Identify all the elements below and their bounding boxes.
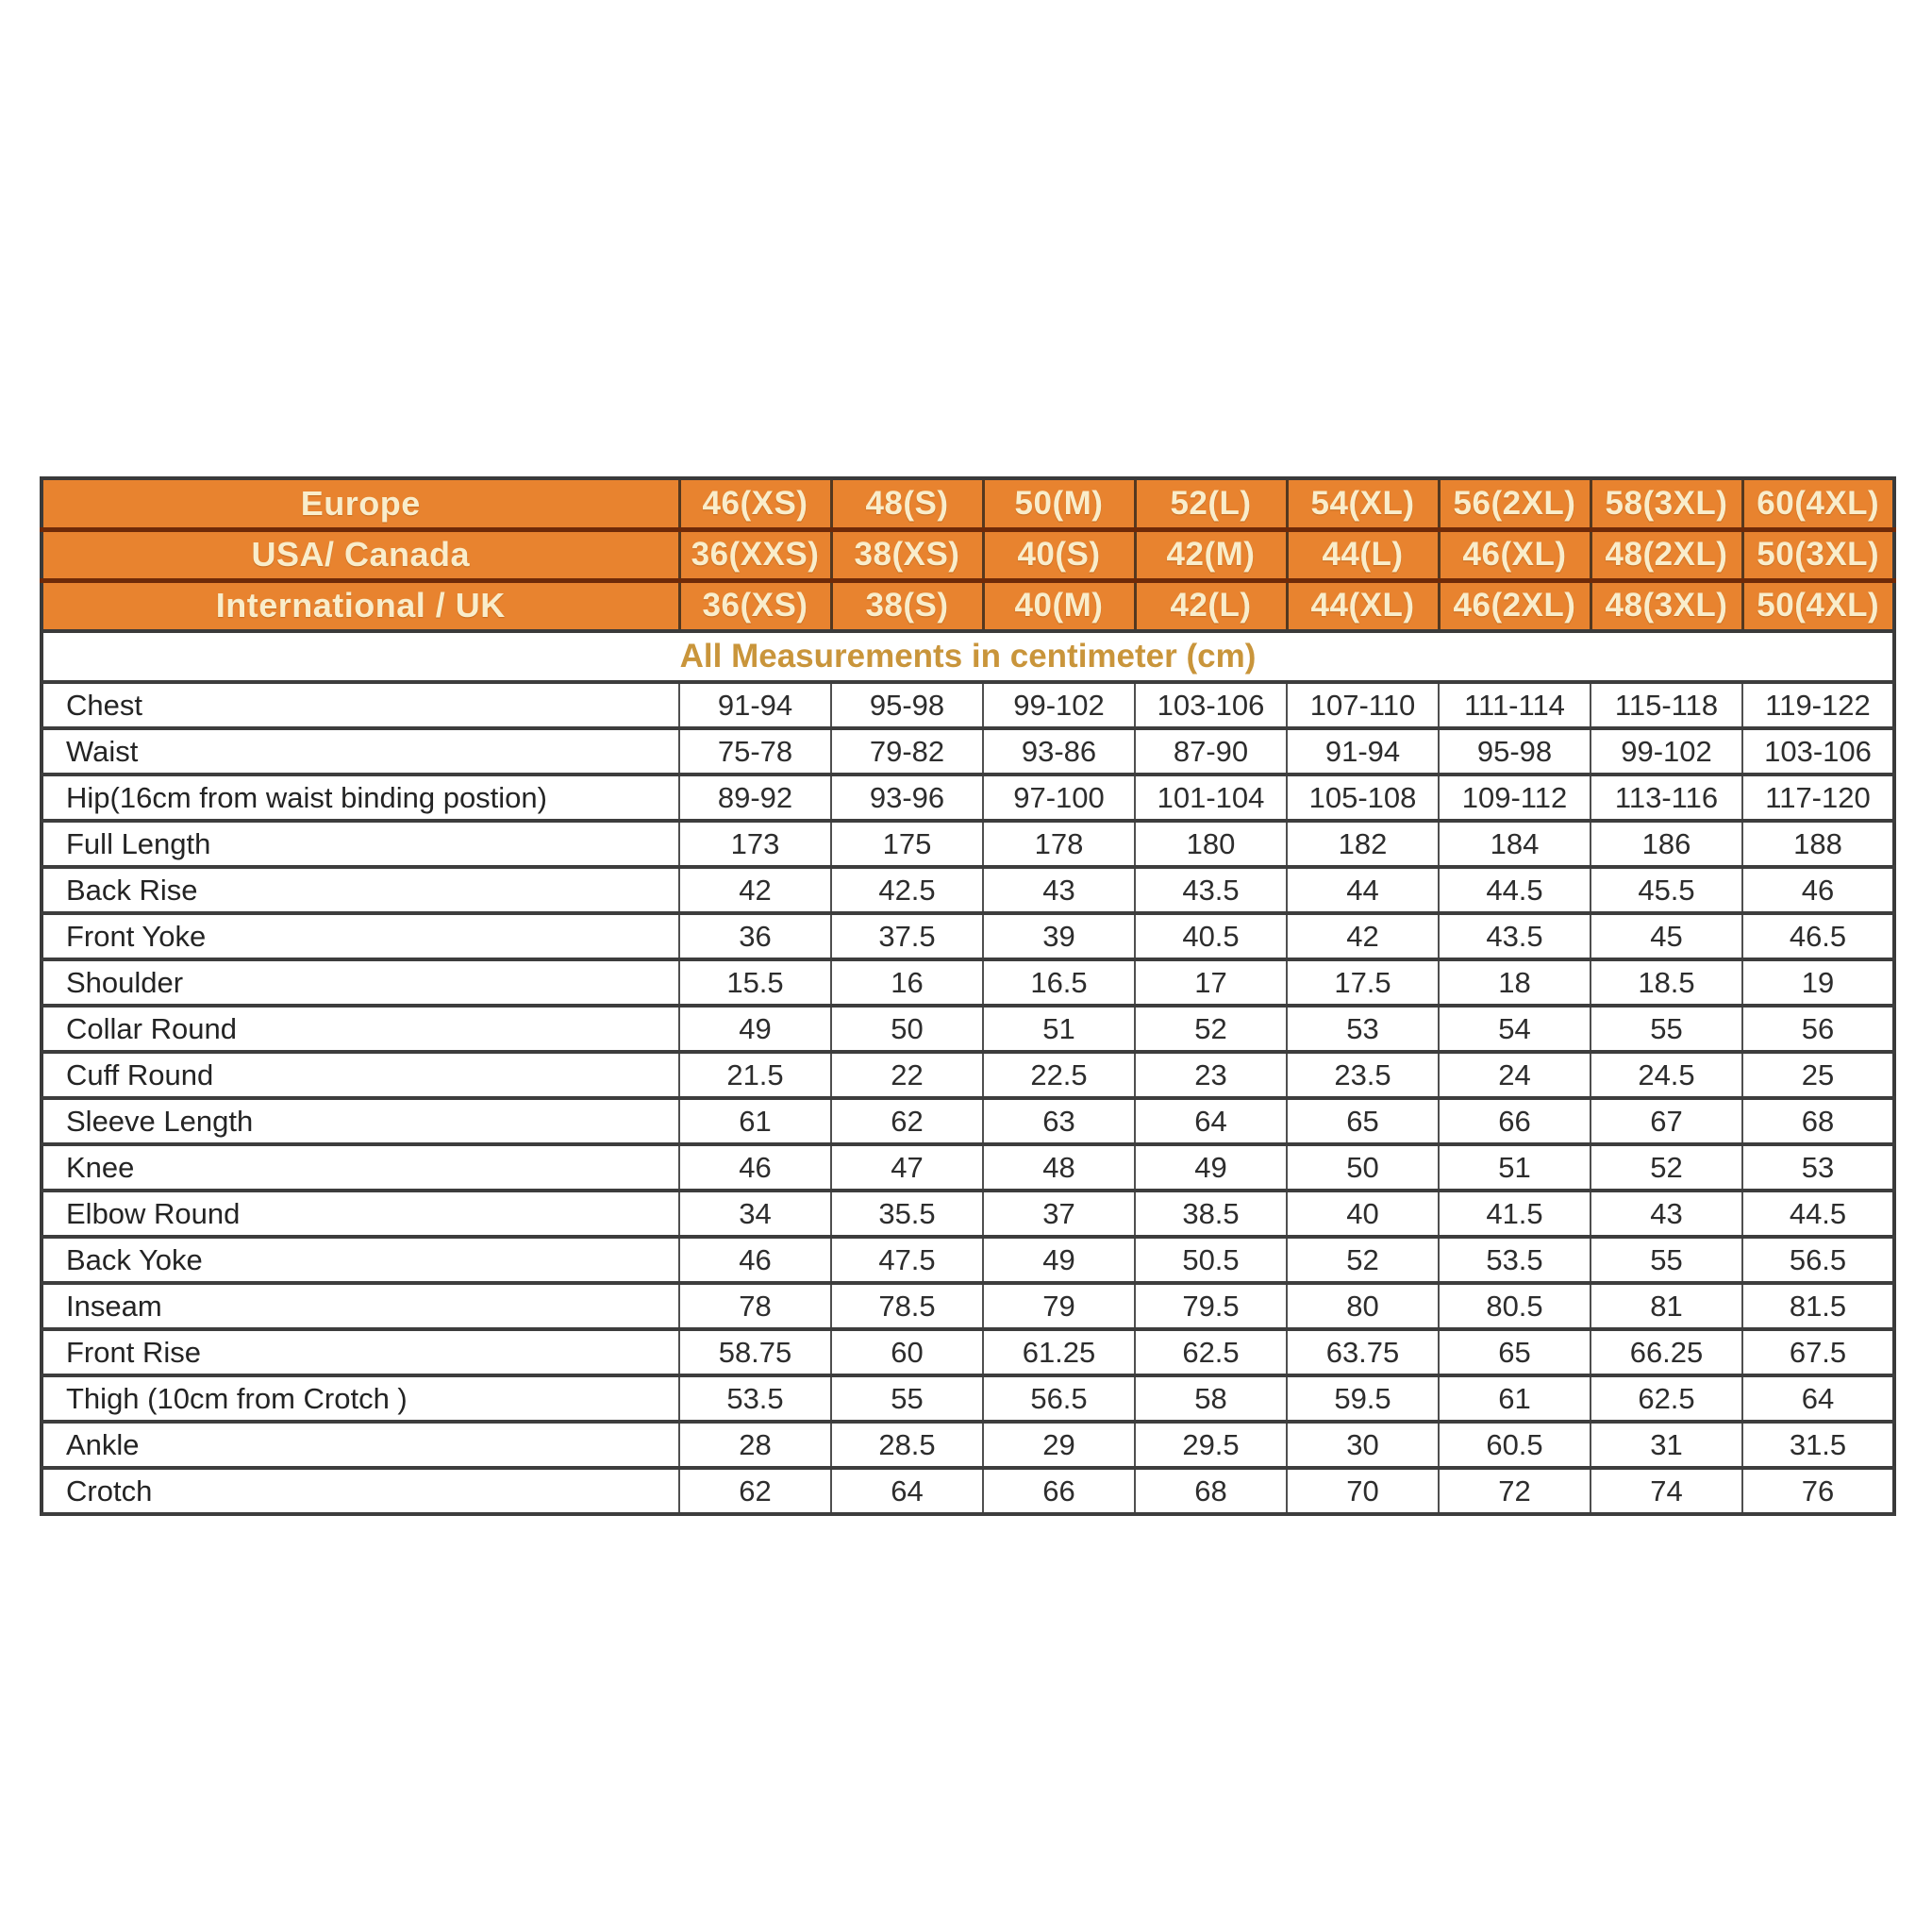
- size-region-label: Europe: [42, 478, 679, 529]
- measurement-label: Crotch: [42, 1468, 679, 1514]
- measurement-value: 22.5: [983, 1052, 1135, 1098]
- measurement-value: 103-106: [1742, 728, 1894, 774]
- measurement-value: 61: [1439, 1375, 1591, 1422]
- measurement-value: 58.75: [679, 1329, 831, 1375]
- measurement-value: 52: [1135, 1006, 1287, 1052]
- size-cell: 58(3XL): [1591, 478, 1742, 529]
- measurement-label: Collar Round: [42, 1006, 679, 1052]
- measurement-row: [42, 1098, 1894, 1144]
- measurement-value: 52: [1591, 1144, 1742, 1191]
- measurement-value: 54: [1439, 1006, 1591, 1052]
- measurement-value: 186: [1591, 821, 1742, 867]
- measurement-value: 95-98: [1439, 728, 1591, 774]
- measurement-row: [42, 1237, 1894, 1283]
- measurement-value: 115-118: [1591, 682, 1742, 728]
- measurement-value: 117-120: [1742, 774, 1894, 821]
- measurement-value: 62: [831, 1098, 983, 1144]
- measurement-value: 44: [1287, 867, 1439, 913]
- measurement-value: 65: [1439, 1329, 1591, 1375]
- measurement-value: 111-114: [1439, 682, 1591, 728]
- units-note-row: [42, 631, 1894, 682]
- size-cell: 50(M): [983, 478, 1135, 529]
- measurement-value: 37.5: [831, 913, 983, 959]
- measurement-value: 42.5: [831, 867, 983, 913]
- measurement-value: 24: [1439, 1052, 1591, 1098]
- measurement-value: 103-106: [1135, 682, 1287, 728]
- measurement-value: 40: [1287, 1191, 1439, 1237]
- measurement-value: 113-116: [1591, 774, 1742, 821]
- measurement-value: 34: [679, 1191, 831, 1237]
- measurement-row: [42, 1375, 1894, 1422]
- measurement-value: 18: [1439, 959, 1591, 1006]
- size-header-section: [42, 478, 1894, 631]
- measurement-value: 68: [1742, 1098, 1894, 1144]
- measurement-value: 52: [1287, 1237, 1439, 1283]
- measurement-value: 182: [1287, 821, 1439, 867]
- measurement-value: 46: [679, 1237, 831, 1283]
- measurement-value: 22: [831, 1052, 983, 1098]
- measurement-value: 38.5: [1135, 1191, 1287, 1237]
- measurement-value: 89-92: [679, 774, 831, 821]
- measurement-row: [42, 959, 1894, 1006]
- measurement-value: 15.5: [679, 959, 831, 1006]
- measurement-value: 58: [1135, 1375, 1287, 1422]
- measurement-value: 93-96: [831, 774, 983, 821]
- size-cell: 52(L): [1135, 478, 1287, 529]
- measurement-value: 81.5: [1742, 1283, 1894, 1329]
- measurement-value: 46: [679, 1144, 831, 1191]
- size-header-row: [42, 529, 1894, 580]
- measurement-value: 184: [1439, 821, 1591, 867]
- measurement-value: 87-90: [1135, 728, 1287, 774]
- measurement-row: [42, 1329, 1894, 1375]
- measurement-value: 59.5: [1287, 1375, 1439, 1422]
- measurement-label: Knee: [42, 1144, 679, 1191]
- size-cell: 36(XXS): [679, 529, 831, 580]
- measurement-value: 48: [983, 1144, 1135, 1191]
- measurement-row: [42, 913, 1894, 959]
- measurement-value: 55: [831, 1375, 983, 1422]
- size-cell: 48(3XL): [1591, 580, 1742, 631]
- measurement-value: 62.5: [1591, 1375, 1742, 1422]
- measurement-row: [42, 1052, 1894, 1098]
- measurement-value: 79.5: [1135, 1283, 1287, 1329]
- measurement-value: 81: [1591, 1283, 1742, 1329]
- measurement-value: 44.5: [1742, 1191, 1894, 1237]
- measurement-value: 180: [1135, 821, 1287, 867]
- measurement-label: Back Yoke: [42, 1237, 679, 1283]
- size-cell: 38(S): [831, 580, 983, 631]
- measurement-value: 49: [1135, 1144, 1287, 1191]
- measurement-value: 43.5: [1439, 913, 1591, 959]
- measurement-value: 188: [1742, 821, 1894, 867]
- measurement-value: 60.5: [1439, 1422, 1591, 1468]
- size-cell: 40(M): [983, 580, 1135, 631]
- measurement-value: 49: [983, 1237, 1135, 1283]
- measurement-label: Elbow Round: [42, 1191, 679, 1237]
- measurement-value: 55: [1591, 1006, 1742, 1052]
- measurement-value: 49: [679, 1006, 831, 1052]
- measurement-value: 43: [983, 867, 1135, 913]
- measurement-value: 60: [831, 1329, 983, 1375]
- measurement-value: 93-86: [983, 728, 1135, 774]
- measurement-value: 45.5: [1591, 867, 1742, 913]
- measurement-value: 18.5: [1591, 959, 1742, 1006]
- measurement-label: Full Length: [42, 821, 679, 867]
- measurement-value: 175: [831, 821, 983, 867]
- size-cell: 54(XL): [1287, 478, 1439, 529]
- measurement-row: [42, 867, 1894, 913]
- measurement-value: 63.75: [1287, 1329, 1439, 1375]
- measurement-label: Hip(16cm from waist binding postion): [42, 774, 679, 821]
- size-cell: 38(XS): [831, 529, 983, 580]
- size-cell: 46(XL): [1439, 529, 1591, 580]
- measurement-value: 53.5: [679, 1375, 831, 1422]
- size-cell: 42(L): [1135, 580, 1287, 631]
- measurement-value: 47.5: [831, 1237, 983, 1283]
- measurement-value: 53.5: [1439, 1237, 1591, 1283]
- size-cell: 50(3XL): [1742, 529, 1894, 580]
- measurement-value: 46.5: [1742, 913, 1894, 959]
- measurement-value: 109-112: [1439, 774, 1591, 821]
- measurement-value: 64: [1135, 1098, 1287, 1144]
- measurement-value: 23: [1135, 1052, 1287, 1098]
- measurement-value: 64: [831, 1468, 983, 1514]
- measurement-value: 16: [831, 959, 983, 1006]
- size-header-row: [42, 478, 1894, 529]
- measurement-value: 42: [1287, 913, 1439, 959]
- measurement-value: 66: [1439, 1098, 1591, 1144]
- measurement-value: 80.5: [1439, 1283, 1591, 1329]
- measurement-value: 67: [1591, 1098, 1742, 1144]
- measurement-value: 105-108: [1287, 774, 1439, 821]
- measurement-value: 47: [831, 1144, 983, 1191]
- measurement-value: 95-98: [831, 682, 983, 728]
- size-region-label: USA/ Canada: [42, 529, 679, 580]
- measurement-value: 66.25: [1591, 1329, 1742, 1375]
- measurement-value: 51: [983, 1006, 1135, 1052]
- measurement-value: 99-102: [983, 682, 1135, 728]
- measurement-value: 42: [679, 867, 831, 913]
- measurement-value: 91-94: [679, 682, 831, 728]
- units-note: All Measurements in centimeter (cm): [42, 631, 1894, 682]
- measurement-value: 40.5: [1135, 913, 1287, 959]
- measurement-value: 63: [983, 1098, 1135, 1144]
- measurement-value: 43.5: [1135, 867, 1287, 913]
- measurement-value: 44.5: [1439, 867, 1591, 913]
- measurement-value: 62.5: [1135, 1329, 1287, 1375]
- size-cell: 46(XS): [679, 478, 831, 529]
- measurement-value: 74: [1591, 1468, 1742, 1514]
- measurement-label: Thigh (10cm from Crotch ): [42, 1375, 679, 1422]
- measurement-value: 101-104: [1135, 774, 1287, 821]
- size-cell: 48(S): [831, 478, 983, 529]
- measurement-value: 99-102: [1591, 728, 1742, 774]
- measurement-value: 37: [983, 1191, 1135, 1237]
- measurement-value: 75-78: [679, 728, 831, 774]
- measurement-value: 43: [1591, 1191, 1742, 1237]
- measurement-value: 67.5: [1742, 1329, 1894, 1375]
- measurement-value: 76: [1742, 1468, 1894, 1514]
- measurement-value: 16.5: [983, 959, 1135, 1006]
- measurement-value: 107-110: [1287, 682, 1439, 728]
- measurement-value: 70: [1287, 1468, 1439, 1514]
- measurement-value: 56: [1742, 1006, 1894, 1052]
- measurement-value: 31.5: [1742, 1422, 1894, 1468]
- measurement-value: 56.5: [1742, 1237, 1894, 1283]
- size-cell: 50(4XL): [1742, 580, 1894, 631]
- measurement-row: [42, 1468, 1894, 1514]
- measurement-value: 66: [983, 1468, 1135, 1514]
- size-cell: 48(2XL): [1591, 529, 1742, 580]
- measurement-row: [42, 682, 1894, 728]
- measurement-value: 119-122: [1742, 682, 1894, 728]
- size-cell: 36(XS): [679, 580, 831, 631]
- measurement-value: 21.5: [679, 1052, 831, 1098]
- measurement-row: [42, 1144, 1894, 1191]
- measurement-value: 30: [1287, 1422, 1439, 1468]
- measurement-value: 178: [983, 821, 1135, 867]
- measurement-value: 41.5: [1439, 1191, 1591, 1237]
- size-cell: 60(4XL): [1742, 478, 1894, 529]
- measurement-value: 55: [1591, 1237, 1742, 1283]
- measurement-value: 19: [1742, 959, 1894, 1006]
- measurement-value: 61.25: [983, 1329, 1135, 1375]
- measurement-value: 79: [983, 1283, 1135, 1329]
- measurement-value: 23.5: [1287, 1052, 1439, 1098]
- measurement-value: 53: [1742, 1144, 1894, 1191]
- measurement-value: 51: [1439, 1144, 1591, 1191]
- measurement-label: Ankle: [42, 1422, 679, 1468]
- measurements-section: [42, 631, 1894, 1514]
- size-cell: 46(2XL): [1439, 580, 1591, 631]
- measurement-label: Sleeve Length: [42, 1098, 679, 1144]
- measurement-row: [42, 1191, 1894, 1237]
- measurement-value: 35.5: [831, 1191, 983, 1237]
- measurement-value: 91-94: [1287, 728, 1439, 774]
- measurement-value: 17: [1135, 959, 1287, 1006]
- measurement-value: 173: [679, 821, 831, 867]
- measurement-row: [42, 1006, 1894, 1052]
- size-cell: 42(M): [1135, 529, 1287, 580]
- measurement-value: 29: [983, 1422, 1135, 1468]
- measurement-label: Cuff Round: [42, 1052, 679, 1098]
- size-cell: 44(L): [1287, 529, 1439, 580]
- measurement-value: 31: [1591, 1422, 1742, 1468]
- size-cell: 40(S): [983, 529, 1135, 580]
- measurement-value: 28: [679, 1422, 831, 1468]
- measurement-value: 50: [831, 1006, 983, 1052]
- measurement-value: 78.5: [831, 1283, 983, 1329]
- measurement-row: [42, 774, 1894, 821]
- measurement-value: 24.5: [1591, 1052, 1742, 1098]
- measurement-value: 17.5: [1287, 959, 1439, 1006]
- measurement-value: 79-82: [831, 728, 983, 774]
- measurement-label: Shoulder: [42, 959, 679, 1006]
- measurement-value: 64: [1742, 1375, 1894, 1422]
- measurement-label: Back Rise: [42, 867, 679, 913]
- measurement-value: 78: [679, 1283, 831, 1329]
- size-region-label: International / UK: [42, 580, 679, 631]
- measurement-label: Front Rise: [42, 1329, 679, 1375]
- measurement-value: 72: [1439, 1468, 1591, 1514]
- measurement-row: [42, 821, 1894, 867]
- measurement-value: 97-100: [983, 774, 1135, 821]
- measurement-row: [42, 728, 1894, 774]
- measurement-row: [42, 1422, 1894, 1468]
- measurement-value: 36: [679, 913, 831, 959]
- measurement-value: 28.5: [831, 1422, 983, 1468]
- measurement-label: Waist: [42, 728, 679, 774]
- measurement-row: [42, 1283, 1894, 1329]
- measurement-value: 29.5: [1135, 1422, 1287, 1468]
- measurement-value: 25: [1742, 1052, 1894, 1098]
- measurement-value: 53: [1287, 1006, 1439, 1052]
- measurement-value: 65: [1287, 1098, 1439, 1144]
- measurement-value: 62: [679, 1468, 831, 1514]
- size-chart-table: [40, 476, 1896, 1516]
- measurement-value: 45: [1591, 913, 1742, 959]
- measurement-label: Chest: [42, 682, 679, 728]
- measurement-value: 50: [1287, 1144, 1439, 1191]
- measurement-value: 39: [983, 913, 1135, 959]
- measurement-value: 68: [1135, 1468, 1287, 1514]
- measurement-value: 50.5: [1135, 1237, 1287, 1283]
- size-cell: 44(XL): [1287, 580, 1439, 631]
- measurement-value: 61: [679, 1098, 831, 1144]
- size-header-row: [42, 580, 1894, 631]
- measurement-value: 80: [1287, 1283, 1439, 1329]
- measurement-value: 56.5: [983, 1375, 1135, 1422]
- size-cell: 56(2XL): [1439, 478, 1591, 529]
- measurement-label: Front Yoke: [42, 913, 679, 959]
- measurement-label: Inseam: [42, 1283, 679, 1329]
- measurement-value: 46: [1742, 867, 1894, 913]
